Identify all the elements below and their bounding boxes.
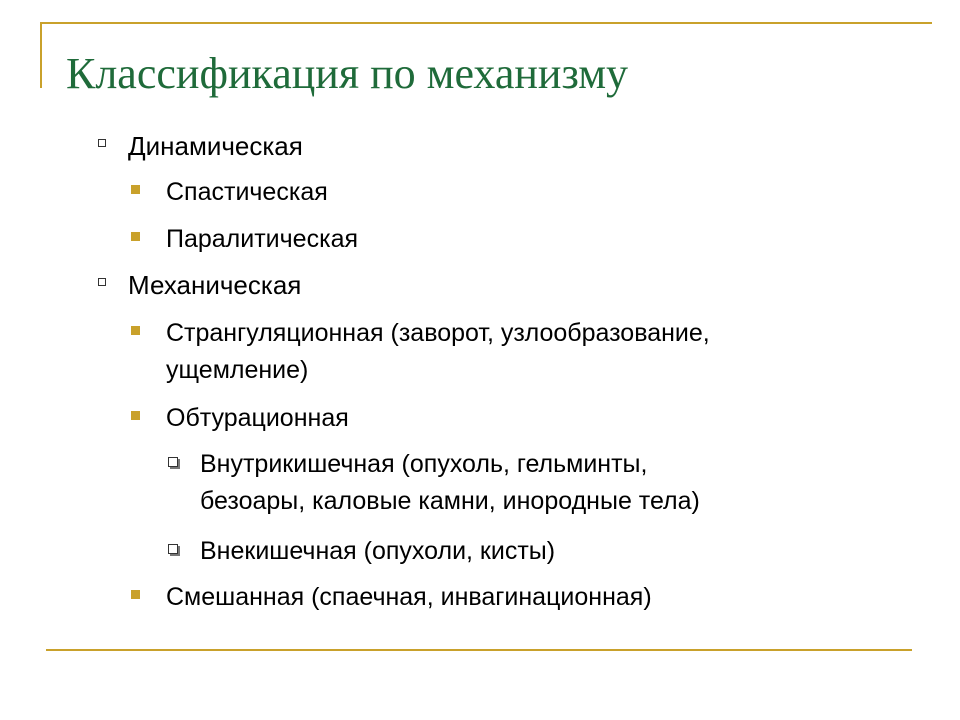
list-item-text: Паралитическая xyxy=(166,225,359,253)
list-item-text: Спастическая xyxy=(166,178,328,206)
list-item-mixed xyxy=(166,579,652,616)
list-item-spastic xyxy=(166,174,328,211)
list-item-text: Механическая xyxy=(128,270,302,300)
top-rule-line xyxy=(40,22,932,24)
list-item-text: Обтурационная xyxy=(166,404,349,432)
list-item-text-line-2: безоары, каловые камни, инородные тела) xyxy=(200,487,700,515)
shadow-square-icon xyxy=(168,544,178,554)
list-item-text: Смешанная (спаечная, инвагинационная) xyxy=(166,583,652,611)
filled-square-icon xyxy=(131,326,140,335)
filled-square-icon xyxy=(131,185,140,194)
list-item-intraluminal xyxy=(200,446,700,520)
hollow-square-icon xyxy=(98,278,106,286)
list-item-text: Динамическая xyxy=(128,131,303,161)
filled-square-icon xyxy=(131,590,140,599)
bottom-rule-line xyxy=(46,649,912,651)
list-item-text-line-1: Странгуляционная (заворот, узлообразование, xyxy=(166,319,710,347)
list-item-dynamic xyxy=(128,128,303,165)
filled-square-icon xyxy=(131,411,140,420)
list-item-paralytic xyxy=(166,221,358,258)
left-rule-line xyxy=(40,22,42,88)
list-item-extraluminal xyxy=(200,533,555,570)
list-item-text: Внекишечная (опухоли, кисты) xyxy=(200,537,556,565)
list-item-mechanical xyxy=(128,267,301,304)
list-item-strangulation xyxy=(166,315,710,389)
list-item-obturation xyxy=(166,400,349,437)
list-item-text-line-2: ущемление) xyxy=(166,356,309,384)
hollow-square-icon xyxy=(98,139,106,147)
shadow-square-icon xyxy=(168,457,178,467)
filled-square-icon xyxy=(131,232,140,241)
list-item-text-line-1: Внутрикишечная (опухоль, гельминты, xyxy=(200,450,648,478)
slide-title: Классификация по механизму xyxy=(66,49,629,98)
